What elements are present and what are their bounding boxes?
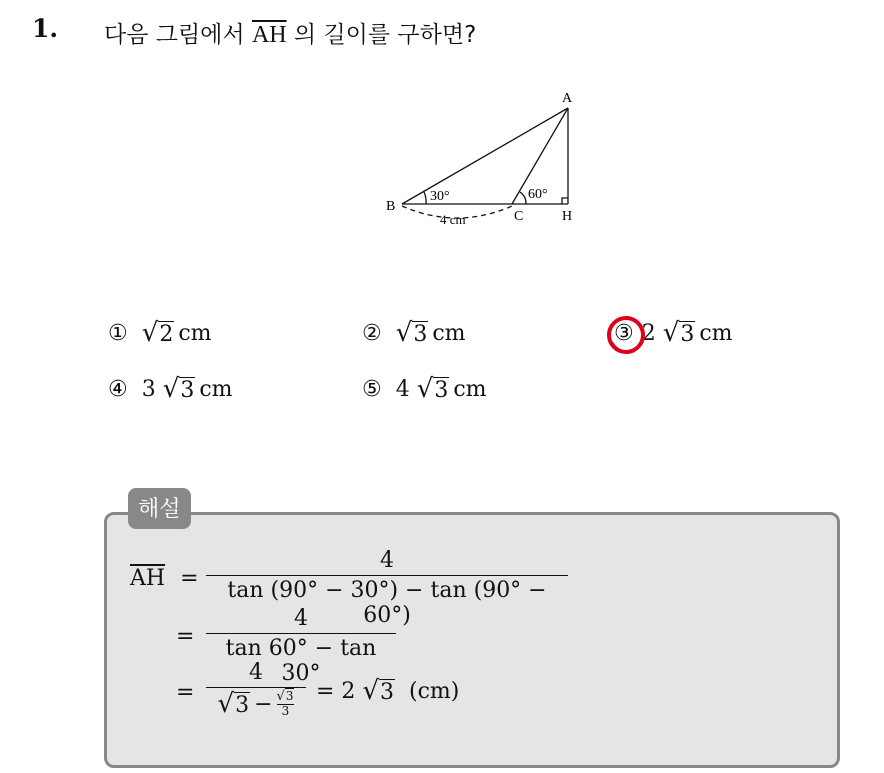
eq-sign-2: = [176,624,195,649]
choice-2[interactable] [362,320,466,347]
fraction-3 [206,660,306,718]
fraction-3-num: 4 [249,660,263,685]
choice-1[interactable] [108,320,212,347]
choice-4[interactable] [108,376,233,403]
fraction-3-den-radicand: 3 [235,692,250,718]
choice-5-coef: 4 [395,377,410,402]
choice-5-mark: ⑤ [362,377,382,402]
length-label: 4 cm [440,212,466,227]
choice-3-radicand: 3 [680,322,695,347]
sqrt-icon: √3 [662,318,695,348]
sqrt-icon: √3 [162,374,195,404]
sqrt-icon: √3 [362,676,395,706]
choice-4-mark: ④ [108,377,128,402]
choice-1-radicand: 2 [159,322,174,347]
choice-1-mark: ① [108,321,128,346]
solution-tag: 해설 [128,488,191,529]
result-unit: (cm) [409,679,460,704]
choice-5-radicand: 3 [434,378,449,403]
solution-lhs [130,566,199,591]
label-H: H [562,209,573,224]
choice-2-unit: cm [432,321,466,346]
result-coef: = 2 [316,679,356,704]
question-segment: $\overline{AH}$ [251,22,287,48]
result-radicand: 3 [380,680,395,705]
choice-3-mark: ③ [614,321,634,346]
sqrt-icon: √3 [276,689,294,704]
angle-C-label: 60° [528,187,548,202]
fraction-3-den [206,690,306,718]
small-fraction-num: 3 [285,689,294,703]
choice-4-coef: 3 [141,377,156,402]
sqrt-icon: √3 [416,374,449,404]
sqrt-icon: √3 [217,688,250,719]
fraction-2-den: tan 60° − tan 30° [225,636,377,686]
question-number: 1. [32,14,59,43]
question-text-after: 의 길이를 구하면? [293,22,477,48]
label-B: B [386,199,396,214]
choice-5[interactable] [362,376,487,403]
question-text-before: 다음 그림에서 [104,22,245,48]
sqrt-icon: √2 [141,318,174,348]
question-text [104,16,476,49]
fraction-1-num: 4 [380,548,394,573]
eq-sign-3: = [176,680,195,705]
answer-circle-icon [604,313,648,357]
solution-result [316,678,459,705]
choice-5-unit: cm [453,377,487,402]
fraction-3-minus: − [254,691,273,717]
sqrt-icon: √3 [395,318,428,348]
solution-lhs-segment: $\overline{AH}$ [130,566,166,591]
small-fraction [277,690,295,718]
fraction-1-bar [206,575,568,576]
label-A: A [562,91,573,106]
label-C: C [514,209,524,224]
small-fraction-den: 3 [277,704,295,718]
angle-B-label: 30° [430,189,450,204]
choice-3-coef: 2 [641,321,656,346]
choice-3-unit: cm [699,321,733,346]
triangle-figure [380,88,600,238]
eq-sign-1: = [180,566,199,591]
choice-4-radicand: 3 [180,378,195,403]
choice-1-unit: cm [178,321,212,346]
fraction-1-den: tan (90° − 30°) − tan (90° − 60°) [227,578,547,628]
choice-4-unit: cm [199,377,233,402]
fraction-2-num: 4 [294,606,308,631]
fraction-2-bar [206,633,396,634]
choice-2-radicand: 3 [413,322,428,347]
choice-2-mark: ② [362,321,382,346]
